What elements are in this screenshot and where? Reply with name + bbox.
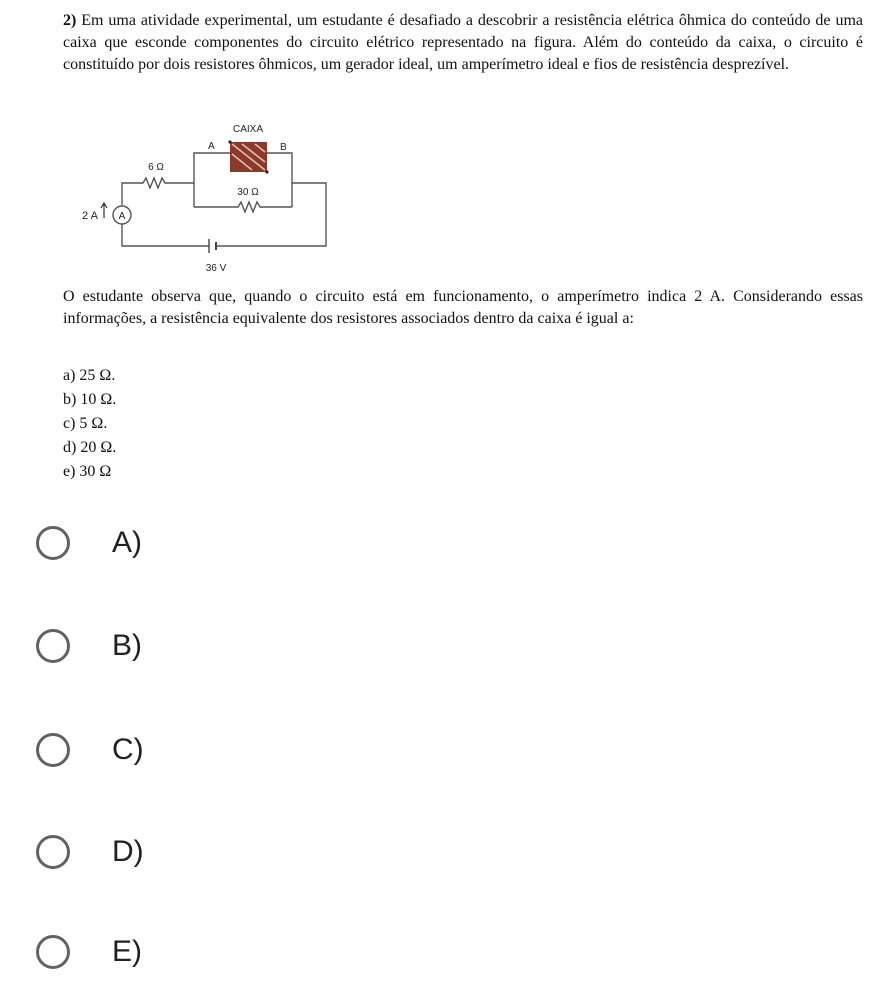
alternative-a: a) 25 Ω. bbox=[63, 367, 116, 384]
question-number: 2) bbox=[63, 12, 77, 29]
option-a-label: A) bbox=[112, 526, 142, 559]
option-b[interactable] bbox=[36, 622, 436, 670]
box-label: CAIXA bbox=[232, 124, 264, 135]
voltage-label: 36 V bbox=[205, 263, 227, 274]
question-body bbox=[63, 286, 863, 330]
radio-button-icon[interactable] bbox=[36, 733, 70, 767]
question-body-text: O estudante observa que, quando o circuito está em funcionamento, o amperímetro indica 2 A. Considerando essas informações, a resistência equivalente dos resistores associados dentro da caixa é igual a: bbox=[63, 288, 863, 327]
question-intro-text: Em uma atividade experimental, um estudante é desafiado a descobrir a resistência elétrica ôhmica do conteúdo de uma caixa que esconde componentes do circuito elétrico representado na figura. Além do conteúdo da caixa, o circuito é constituído por dois resistores ôhmicos, um gerador ideal, um amperímetro ideal e fios de resistência desprezível. bbox=[63, 12, 863, 73]
circuit-diagram bbox=[70, 118, 350, 288]
alternatives-list bbox=[63, 364, 863, 484]
option-a[interactable] bbox=[36, 519, 436, 567]
option-e-label: E) bbox=[112, 935, 142, 968]
option-d[interactable] bbox=[36, 828, 436, 876]
current-arrow-icon bbox=[101, 203, 107, 218]
option-c[interactable] bbox=[36, 726, 436, 774]
box-icon bbox=[230, 142, 267, 172]
question-intro bbox=[63, 10, 863, 76]
resistor-6-label: 6 Ω bbox=[148, 162, 164, 173]
ammeter-label: A bbox=[118, 211, 126, 222]
alternative-e: e) 30 Ω bbox=[63, 463, 112, 480]
option-d-label: D) bbox=[112, 835, 144, 868]
alternative-c: c) 5 Ω. bbox=[63, 415, 108, 432]
resistor-30-label: 30 Ω bbox=[237, 187, 259, 198]
node-b-label: B bbox=[280, 142, 287, 153]
option-c-label: C) bbox=[112, 733, 144, 766]
current-label: 2 A bbox=[82, 210, 98, 222]
alternative-b: b) 10 Ω. bbox=[63, 391, 117, 408]
radio-button-icon[interactable] bbox=[36, 835, 70, 869]
option-b-label: B) bbox=[112, 629, 142, 662]
radio-button-icon[interactable] bbox=[36, 526, 70, 560]
radio-button-icon[interactable] bbox=[36, 935, 70, 969]
alternative-d: d) 20 Ω. bbox=[63, 439, 117, 456]
radio-button-icon[interactable] bbox=[36, 629, 70, 663]
node-a-label: A bbox=[208, 141, 215, 152]
option-e[interactable] bbox=[36, 928, 436, 976]
question-text bbox=[63, 10, 863, 76]
